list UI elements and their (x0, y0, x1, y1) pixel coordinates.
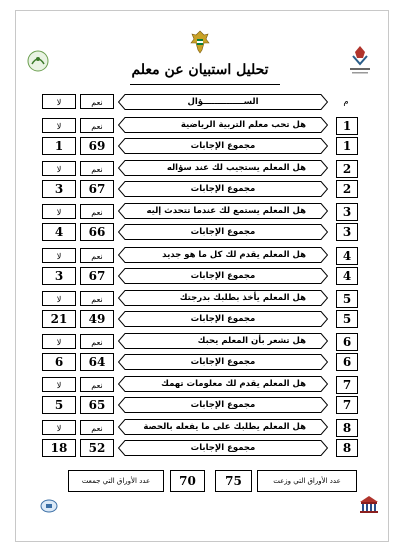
sum-label: مجموع الإجابات (190, 314, 256, 324)
row-yes-label: نعم (80, 161, 114, 176)
no-count: 5 (42, 396, 76, 414)
sum-cell (118, 397, 328, 413)
sum-label: مجموع الإجابات (190, 357, 256, 367)
sum-cell (118, 440, 328, 456)
question-text: هل تحب معلم التربية الرياضية (180, 120, 306, 130)
footer-logo-icon (40, 498, 58, 514)
row-yes-label: نعم (80, 334, 114, 349)
row-yes-label: نعم (80, 248, 114, 263)
question-text-cell (118, 117, 328, 133)
yes-count: 52 (80, 439, 114, 457)
sum-label: مجموع الإجابات (190, 443, 256, 453)
page-title: تحليل استبيان عن معلم (131, 62, 269, 78)
row-no-label: لا (42, 204, 76, 219)
row-no-label: لا (42, 118, 76, 133)
question-text-cell (118, 419, 328, 435)
question-number: 3 (336, 203, 358, 221)
distributed-label: عدد الأوراق التي وزعت (257, 470, 357, 492)
question-number: 8 (336, 419, 358, 437)
question-text-cell (118, 376, 328, 392)
collected-value: 70 (170, 470, 205, 492)
yes-count: 66 (80, 223, 114, 241)
question-number: 1 (336, 137, 358, 155)
question-number: 4 (336, 267, 358, 285)
sum-cell (118, 354, 328, 370)
question-number: 7 (336, 376, 358, 394)
header-question (118, 94, 328, 110)
no-count: 3 (42, 267, 76, 285)
row-no-label: لا (42, 291, 76, 306)
row-yes-label: نعم (80, 118, 114, 133)
question-text: هل المعلم يأخذ بطلبك بدرجتك (179, 293, 306, 303)
question-number: 5 (336, 310, 358, 328)
question-number: 8 (336, 439, 358, 457)
question-text-cell (118, 203, 328, 219)
sum-cell (118, 268, 328, 284)
row-no-label: لا (42, 377, 76, 392)
yes-count: 49 (80, 310, 114, 328)
building-icon (358, 494, 380, 514)
yes-count: 67 (80, 267, 114, 285)
question-text-cell (118, 333, 328, 349)
header-yes: نعم (80, 94, 114, 109)
question-number: 3 (336, 223, 358, 241)
question-text: هل المعلم يستمع لك عندما تتحدث إليه (146, 206, 306, 216)
question-text: هل المعلم يطلبك على ما يفعله بالحصة (143, 422, 306, 432)
row-yes-label: نعم (80, 377, 114, 392)
no-count: 1 (42, 137, 76, 155)
sum-cell (118, 224, 328, 240)
distributed-value: 75 (215, 470, 252, 492)
row-yes-label: نعم (80, 291, 114, 306)
question-number: 4 (336, 247, 358, 265)
sum-label: مجموع الإجابات (190, 271, 256, 281)
question-text-cell (118, 160, 328, 176)
sum-label: مجموع الإجابات (190, 184, 256, 194)
question-text-cell (118, 247, 328, 263)
no-count: 21 (42, 310, 76, 328)
no-count: 18 (42, 439, 76, 457)
question-number: 2 (336, 180, 358, 198)
header-index: م (343, 97, 349, 107)
row-no-label: لا (42, 161, 76, 176)
ministry-logo-icon (345, 44, 375, 76)
title-underline (130, 84, 280, 85)
school-logo-icon (27, 50, 49, 72)
yes-count: 64 (80, 353, 114, 371)
yes-count: 69 (80, 137, 114, 155)
question-number: 2 (336, 160, 358, 178)
question-text: هل المعلم يستجيب لك عند سؤاله (166, 163, 306, 173)
yes-count: 65 (80, 396, 114, 414)
row-yes-label: نعم (80, 420, 114, 435)
emblem-icon (190, 30, 210, 54)
sum-cell (118, 138, 328, 154)
question-text: هل تشعر بأن المعلم يحبك (197, 336, 306, 346)
question-text-cell (118, 290, 328, 306)
yes-count: 67 (80, 180, 114, 198)
question-number: 6 (336, 333, 358, 351)
no-count: 4 (42, 223, 76, 241)
sum-label: مجموع الإجابات (190, 141, 256, 151)
collected-label: عدد الأوراق التي جمعت (68, 470, 164, 492)
sum-cell (118, 181, 328, 197)
row-no-label: لا (42, 420, 76, 435)
question-text: هل المعلم يقدم لك معلومات تهمك (161, 379, 306, 389)
sum-label: مجموع الإجابات (190, 227, 256, 237)
row-no-label: لا (42, 334, 76, 349)
sum-cell (118, 311, 328, 327)
header-no: لا (42, 94, 76, 109)
question-number: 5 (336, 290, 358, 308)
sum-label: مجموع الإجابات (190, 400, 256, 410)
row-no-label: لا (42, 248, 76, 263)
row-yes-label: نعم (80, 204, 114, 219)
question-number: 1 (336, 117, 358, 135)
header-question-label: الســــــــــــــؤال (187, 97, 259, 107)
question-text: هل المعلم يقدم لك كل ما هو جديد (162, 250, 306, 260)
no-count: 3 (42, 180, 76, 198)
no-count: 6 (42, 353, 76, 371)
question-number: 6 (336, 353, 358, 371)
question-number: 7 (336, 396, 358, 414)
